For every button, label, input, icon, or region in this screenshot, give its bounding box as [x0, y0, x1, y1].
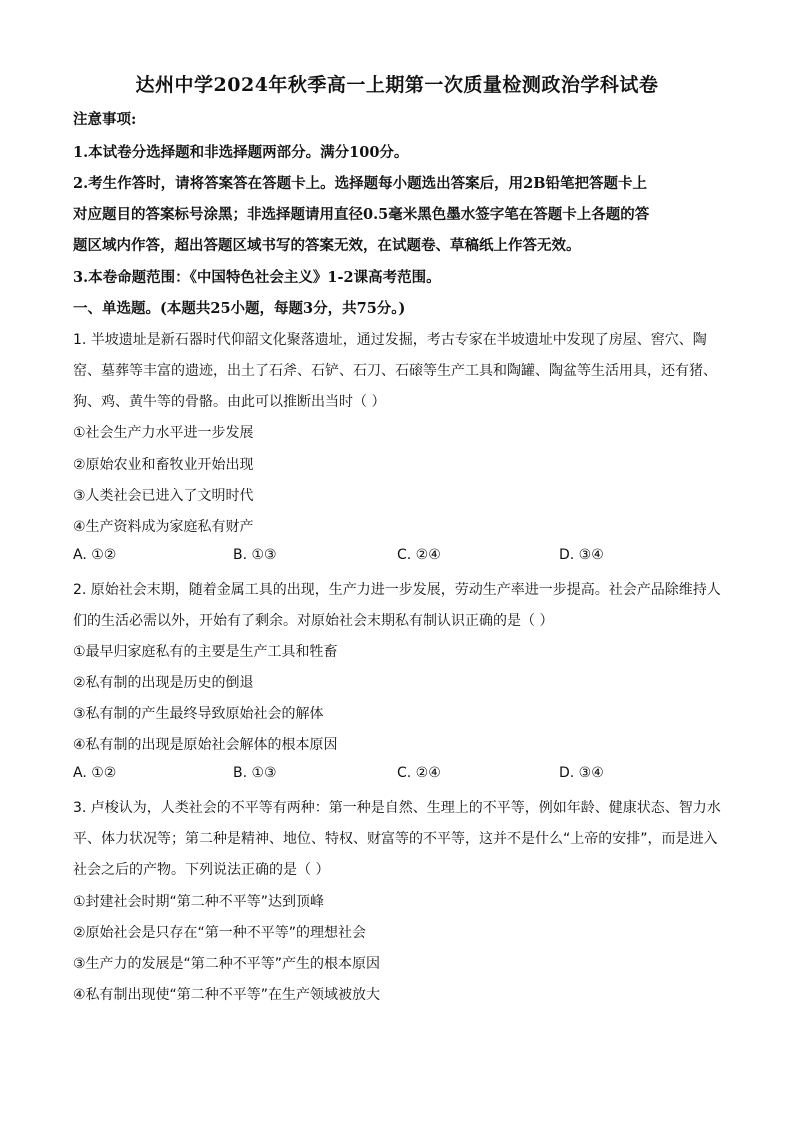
question-1-stem-line: 窑、墓葬等丰富的遗迹，出土了石斧、石铲、石刀、石磙等生产工具和陶罐、陶盆等生活用具，还有猪、	[73, 363, 717, 379]
question-2-stem-line: 2. 原始社会末期，随着金属工具的出现，生产力进一步发展，劳动生产率进一步提高。社会产品除维持人	[73, 582, 721, 598]
question-3-item: ①封建社会时期“第二种不平等”达到顶峰	[73, 894, 325, 910]
notice-heading: 注意事项:	[73, 111, 137, 128]
section-heading: 一、单选题。(本题共25小题，每题3分，共75分。)	[73, 300, 406, 317]
question-1-item: ②原始农业和畜牧业开始出现	[73, 457, 254, 473]
question-2-options	[73, 765, 733, 785]
notice-line: 对应题目的答案标号涂黑；非选择题请用直径0.5毫米黑色墨水签字笔在答题卡上各题的答	[73, 206, 650, 223]
question-2-item: ②私有制的出现是历史的倒退	[73, 675, 254, 691]
notice-line: 2.考生作答时，请将答案答在答题卡上。选择题每小题选出答案后，用2B铅笔把答题卡上	[73, 175, 647, 192]
option-a: A. ①②	[73, 547, 117, 563]
option-d: D. ③④	[559, 765, 604, 781]
question-3-stem-line: 3. 卢梭认为，人类社会的不平等有两种：第一种是自然、生理上的不平等，例如年龄、健康状态、智力水	[73, 800, 721, 816]
question-1-item: ①社会生产力水平进一步发展	[73, 425, 254, 441]
option-b: B. ①③	[233, 765, 277, 781]
question-3-item: ②原始社会是只存在“第一种不平等”的理想社会	[73, 925, 367, 941]
option-a: A. ①②	[73, 765, 117, 781]
question-3-stem-line: 平、体力状况等；第二种是精神、地位、特权、财富等的不平等，这并不是什么“上帝的安排”，而是进入	[73, 831, 718, 847]
exam-title: 达州中学2024年秋季高一上期第一次质量检测政治学科试卷	[135, 74, 659, 96]
question-2-stem-line: 们的生活必需以外，开始有了剩余。对原始社会末期私有制认识正确的是（ ）	[73, 613, 554, 629]
question-1-item: ③人类社会已进入了文明时代	[73, 488, 254, 504]
notice-line: 题区域内作答，超出答题区域书写的答案无效，在试题卷、草稿纸上作答无效。	[73, 237, 581, 254]
question-3-item: ③生产力的发展是“第二种不平等”产生的根本原因	[73, 956, 381, 972]
question-2-item: ④私有制的出现是原始社会解体的根本原因	[73, 737, 338, 753]
question-2-item: ③私有制的产生最终导致原始社会的解体	[73, 706, 324, 722]
option-b: B. ①③	[233, 547, 277, 563]
question-2-item: ①最早归家庭私有的主要是生产工具和牲畜	[73, 644, 338, 660]
option-d: D. ③④	[559, 547, 604, 563]
question-1-options	[73, 547, 733, 567]
question-3-stem-line: 社会之后的产物。下列说法正确的是（ ）	[73, 862, 330, 878]
notice-line: 1.本试卷分选择题和非选择题两部分。满分100分。	[73, 144, 409, 161]
option-c: C. ②④	[397, 547, 441, 563]
option-c: C. ②④	[397, 765, 441, 781]
question-3-item: ④私有制出现使“第二种不平等”在生产领域被放大	[73, 987, 381, 1003]
notice-line: 3.本卷命题范围：《中国特色社会主义》1-2课高考范围。	[73, 269, 441, 286]
question-1-item: ④生产资料成为家庭私有财产	[73, 519, 254, 535]
question-1-stem-line: 狗、鸡、黄牛等的骨骼。由此可以推断出当时（ ）	[73, 394, 386, 410]
question-1-stem-line: 1. 半坡遗址是新石器时代仰韶文化聚落遗址，通过发掘，考古专家在半坡遗址中发现了房屋、窖穴、陶	[73, 332, 707, 348]
